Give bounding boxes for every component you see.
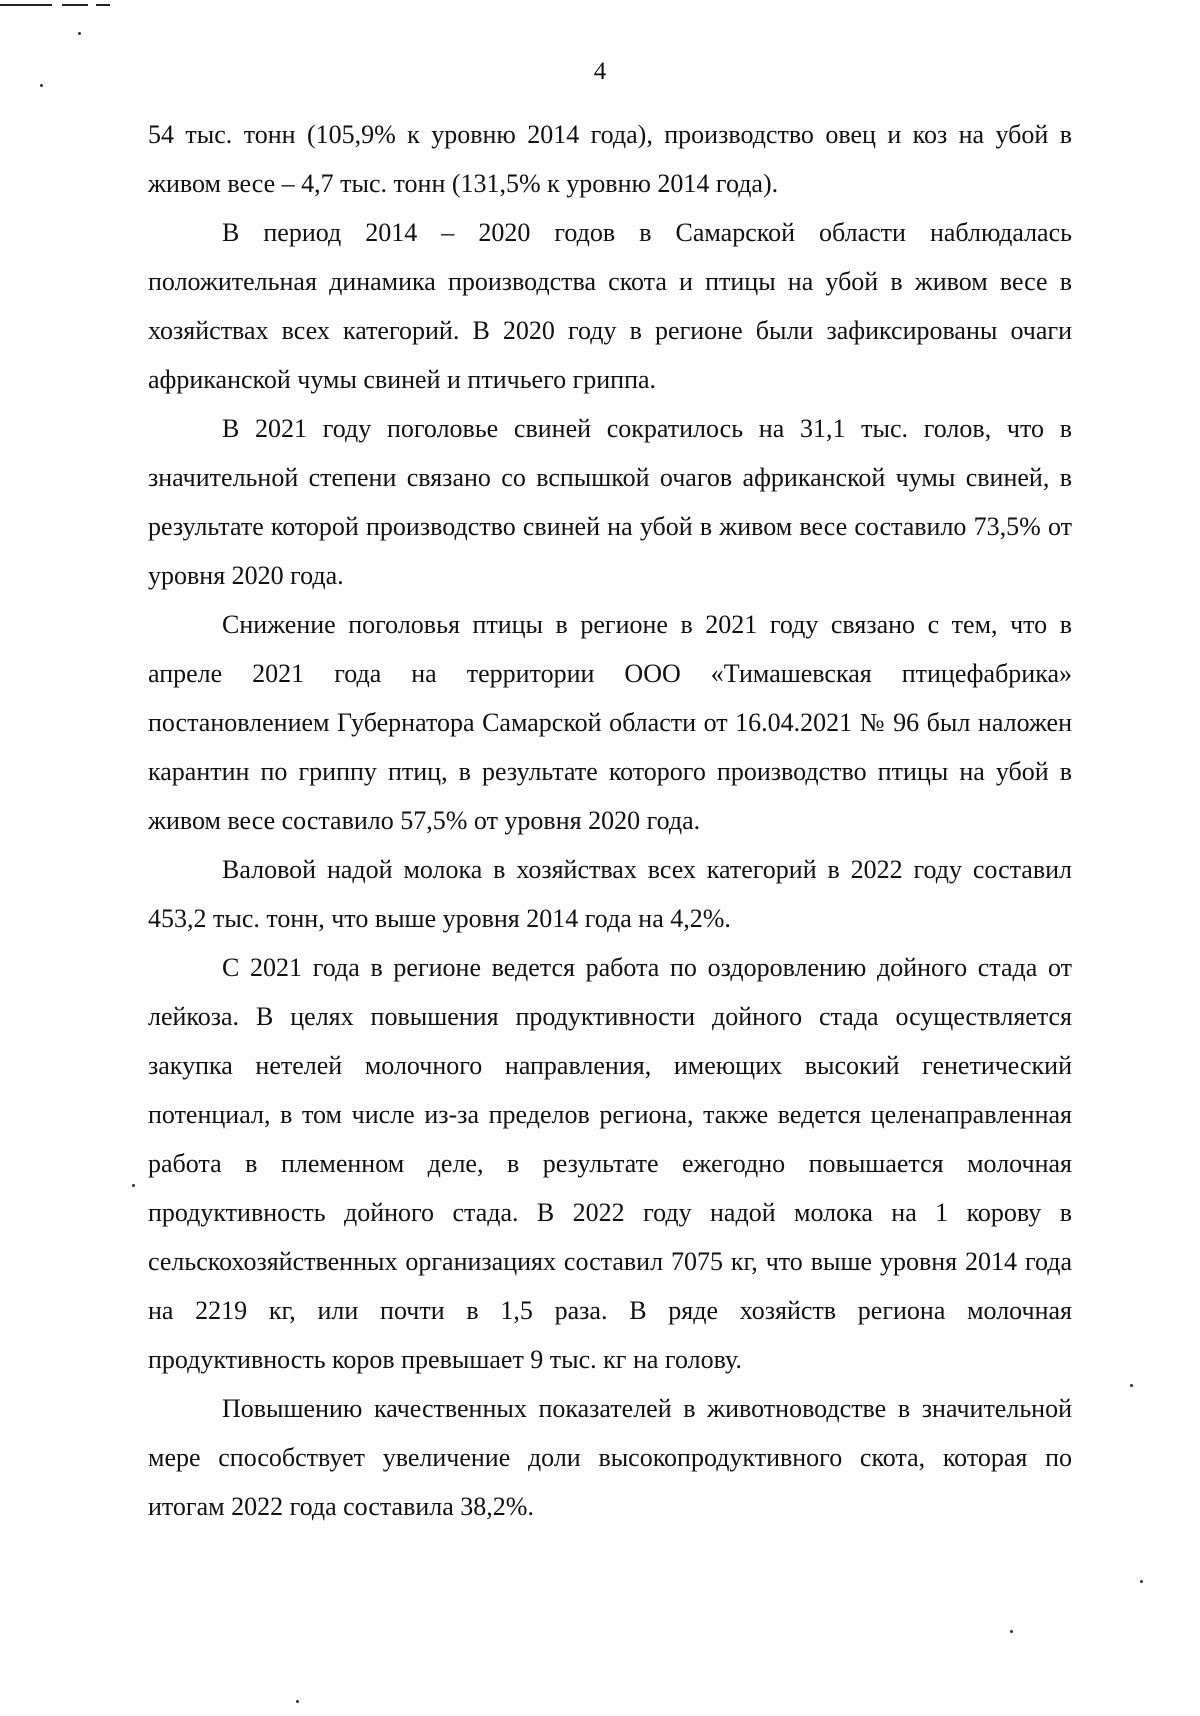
document-body xyxy=(148,110,1072,1531)
scan-speck xyxy=(1140,1580,1143,1583)
scan-speck xyxy=(40,84,43,87)
paragraph-3: В 2021 году поголовье свиней сократилось на 31,1 тыс. голов, что в значительной степени связано со вспышкой очагов африканской чумы свиней, в результате которой производство свиней на убой в живом весе составило 73,5% от уровня 2020 года. xyxy=(148,414,1072,590)
paragraph-6: С 2021 года в регионе ведется работа по оздоровлению дойного стада от лейкоза. В целях повышения продуктивности дойного стада осуществляется закупка нетелей молочного направления, имеющих высокий генетический потенциал, в том числе из-за пределов региона, также ведется целенаправленная работа в племенном деле, в результате ежегодно повышается молочная продуктивность дойного стада. В 2022 году надой молока на 1 корову в сельскохозяйственных организациях составил 7075 кг, что выше уровня 2014 года на 2219 кг, или почти в 1,5 раза. В ряде хозяйств региона молочная продуктивность коров превышает 9 тыс. кг на голову. xyxy=(148,953,1072,1374)
scan-speck xyxy=(132,1184,135,1187)
paragraph-7: Повышению качественных показателей в животноводстве в значительной мере способствует увеличение доли высокопродуктивного скота, которая по итогам 2022 года составила 38,2%. xyxy=(148,1394,1072,1521)
scan-speck xyxy=(296,1700,299,1703)
scan-speck xyxy=(78,32,81,35)
paragraph-5: Валовой надой молока в хозяйствах всех категорий в 2022 году составил 453,2 тыс. тонн, что выше уровня 2014 года на 4,2%. xyxy=(148,855,1072,933)
page-number: 4 xyxy=(593,58,607,85)
paragraph-4: Снижение поголовья птицы в регионе в 2021 году связано с тем, что в апреле 2021 года на территории ООО «Тимашевская птицефабрика» постановлением Губернатора Самарской области от 16.04.2021 № 96 был наложен карантин по гриппу птиц, в результате которого производство птицы на убой в живом весе составило 57,5% от уровня 2020 года. xyxy=(148,610,1072,835)
paragraph-1: 54 тыс. тонн (105,9% к уровню 2014 года), производство овец и коз на убой в живом весе – 4,7 тыс. тонн (131,5% к уровню 2014 года). xyxy=(148,120,1072,198)
scan-corner-mark xyxy=(0,0,110,10)
scan-speck xyxy=(1130,1384,1133,1387)
scan-speck xyxy=(1010,1630,1013,1633)
paragraph-2: В период 2014 – 2020 годов в Самарской области наблюдалась положительная динамика производства скота и птицы на убой в живом весе в хозяйствах всех категорий. В 2020 году в регионе были зафиксированы очаги африканской чумы свиней и птичьего гриппа. xyxy=(148,218,1072,394)
